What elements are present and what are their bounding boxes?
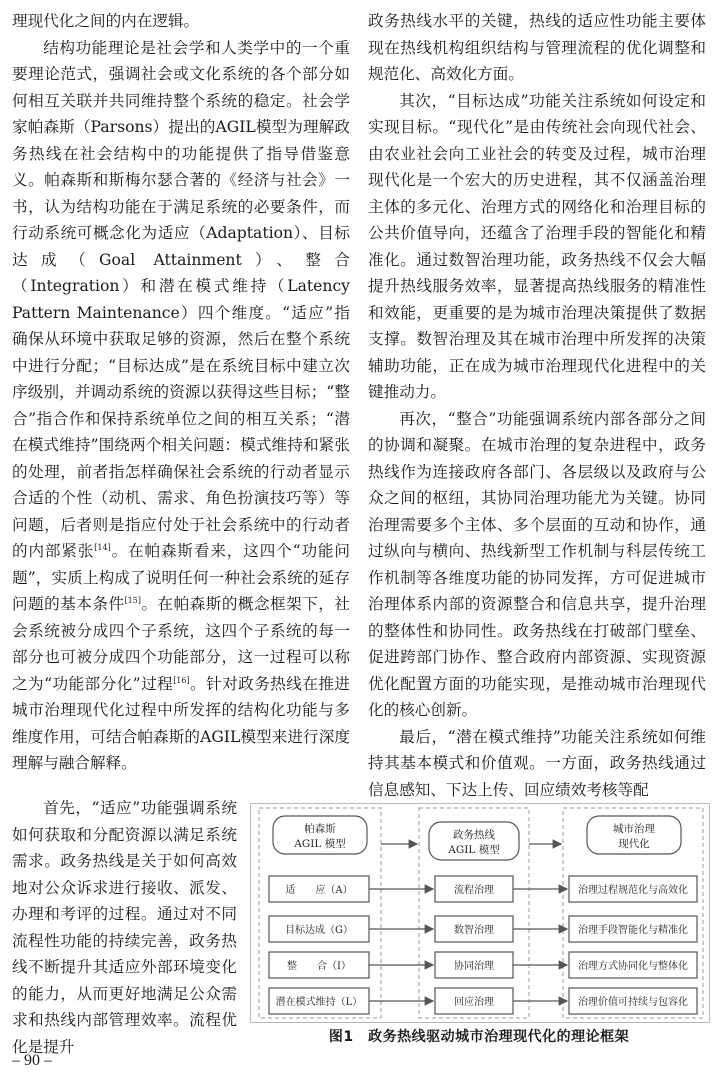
modernization-item-process (569, 876, 697, 902)
paragraph: 政务热线水平的关键，热线的适应性功能主要体现在热线机构组织结构与管理流程的优化调整和规范化、高效化方面。 (368, 12, 706, 83)
paragraph: 理现代化之间的内在逻辑。 (12, 12, 200, 30)
header-line: 城市治理 (613, 823, 655, 835)
header-line: AGIL 模型 (294, 838, 346, 850)
page-number: – 90 – (12, 1052, 52, 1069)
citation: [15] (124, 595, 141, 605)
agil-item-goal (269, 916, 369, 942)
header-line: AGIL 模型 (448, 844, 500, 856)
paragraph: 再次，“整合”功能强调系统内部各部分之间的协调和凝聚。在城市治理的复杂进程中，政务热线作为连接政府各部门、各层级以及政府与公众之间的枢纽，其协同治理功能尤为关键。协同治理需要多个主体、多个层面的互动和协作，通过纵向与横向、热线新型工作机制与科层传统工作机制等各维度功能的协同发挥，方可促进城市治理体系内部的资源整合和信息共享，提升治理的整体性和协同性。政务热线在打破部门壁垒、促进跨部门协作、整合政府内部资源、实现资源优化配置方面的功能实现，是推动城市治理现代化的核心创新。 (368, 409, 706, 719)
modernization-item-value (569, 988, 697, 1014)
hotline-item-smart (435, 916, 513, 942)
modernization-item-method (569, 952, 697, 978)
paragraph (12, 35, 350, 777)
agil-item-integration (269, 952, 369, 978)
paragraph: 其次，“目标达成”功能关注系统如何设定和实现目标。“现代化”是由传统社会向现代社会、由农业社会向工业社会的转变及过程，城市治理现代化是一个宏大的历史进程，其不仅涵盖治理主体的多元化、治理方式的网络化和治理目标的公共价值导向，还蕴含了治理手段的智能化和精准化。通过数智治理功能，政务热线不仅会大幅提升热线服务效率，显著提高热线服务的精准性和效能，更重要的是为城市治理决策提供了数据支撑。数智治理及其在城市治理中所发挥的决策辅助功能，正在成为城市治理现代化进程中的关键推动力。 (368, 91, 706, 401)
node-label: 适 应（A） (285, 885, 353, 896)
text-run: 结构功能理论是社会学和人类学中的一个重要理论范式，强调社会或文化系统的各个部分如何相互关联并共同维持整个系统的稳定。社会学家帕森斯（Parsons）提出的AGIL模型为理解政务热线在社会结构中的功能提供了指导借鉴意义。帕森斯和斯梅尔瑟合著的《经济与社会》一书，认为结构功能在于满足系统的必要条件，而行动系统可概念化为适应（Adaptation）、目标达成（Goal Attainment）、整合（Integration）和潜在模式维持（Latency Pattern Maintenance）四个维度。“适应”指确保从环境中获取足够的资源，然后在整个系统中进行分配；“目标达成”是在系统目标中建立次序级别，并调动系统的资源以获得这些目标；“整合”指合作和保持系统单位之间的相互关系；“潜在模式维持”围绕两个相关问题：模式维持和紧张的处理，前者指怎样确保社会系统的行动者显示合适的个性（动机、需求、角色扮演技巧等）等问题，后者则是指应付处于社会系统中的行动者的内部紧张 (12, 38, 350, 560)
node-label: 治理过程规范化与高效化 (578, 885, 688, 896)
header-line: 政务热线 (453, 829, 495, 841)
node-label: 目标达成（G） (285, 925, 353, 936)
node-label: 整 合（I） (287, 961, 351, 972)
node-label: 协同治理 (454, 961, 494, 972)
left-column-bottom (12, 795, 237, 1060)
hotline-model-header (429, 822, 519, 860)
modernization-header (587, 816, 681, 854)
agil-item-adaptation (269, 876, 369, 902)
citation: [14] (94, 542, 111, 552)
citation: [16] (173, 675, 190, 685)
paragraph: 最后，“潜在模式维持”功能关注系统如何维持其基本模式和价值观。一方面，政务热线通过信息感知、下达上传、回应绩效考核等配 (368, 727, 706, 799)
header-line: 帕森斯 (304, 823, 336, 835)
paragraph: 首先，“适应”功能强调系统如何获取和分配资源以满足系统需求。政务热线是关于如何高效地对公众诉求进行接收、派发、办理和考评的过程。通过对不同流程性功能的持续完善，政务热线不断提升其适应外部环境变化的能力，从而更好地满足公众需求和热线内部管理效率。流程优化是提升 (12, 799, 237, 1056)
right-column (368, 8, 706, 803)
header-line: 现代化 (618, 838, 650, 850)
figure (250, 803, 710, 1023)
agil-model-header (273, 816, 367, 854)
node-label: 回应治理 (454, 997, 494, 1008)
text-run: 。针对政务热线在推进城市治理现代化过程中所发挥的结构化功能与多维度作用，可结合帕森斯的AGIL模型来进行深度理解与融合解释。 (12, 674, 350, 772)
node-label: 数智治理 (454, 925, 494, 936)
agil-item-latency (269, 988, 369, 1014)
figure-caption: 图1 政务热线驱动城市治理现代化的理论框架 (328, 1029, 630, 1045)
text-run: 。在帕森斯看来，这四个“功能问题”，实质上构成了说明任何一种社会系统的延存问题的基本条件 (12, 542, 350, 613)
node-label: 潜在模式维持（L） (275, 997, 363, 1008)
framework-diagram (251, 804, 709, 1022)
node-label: 治理价值可持续与包容化 (578, 997, 688, 1008)
node-label: 流程治理 (454, 885, 494, 896)
text-run: 。在帕森斯的概念框架下，社会系统被分成四个子系统，这四个子系统的每一部分也可被分成四个功能部分，这一过程可以称之为“功能部分化”过程 (12, 595, 350, 693)
node-label: 治理方式协同化与整体化 (578, 961, 688, 972)
node-label: 治理手段智能化与精准化 (578, 925, 688, 936)
hotline-item-collab (435, 952, 513, 978)
hotline-item-process (435, 876, 513, 902)
hotline-item-response (435, 988, 513, 1014)
modernization-item-means (569, 916, 697, 942)
left-column (12, 8, 350, 777)
